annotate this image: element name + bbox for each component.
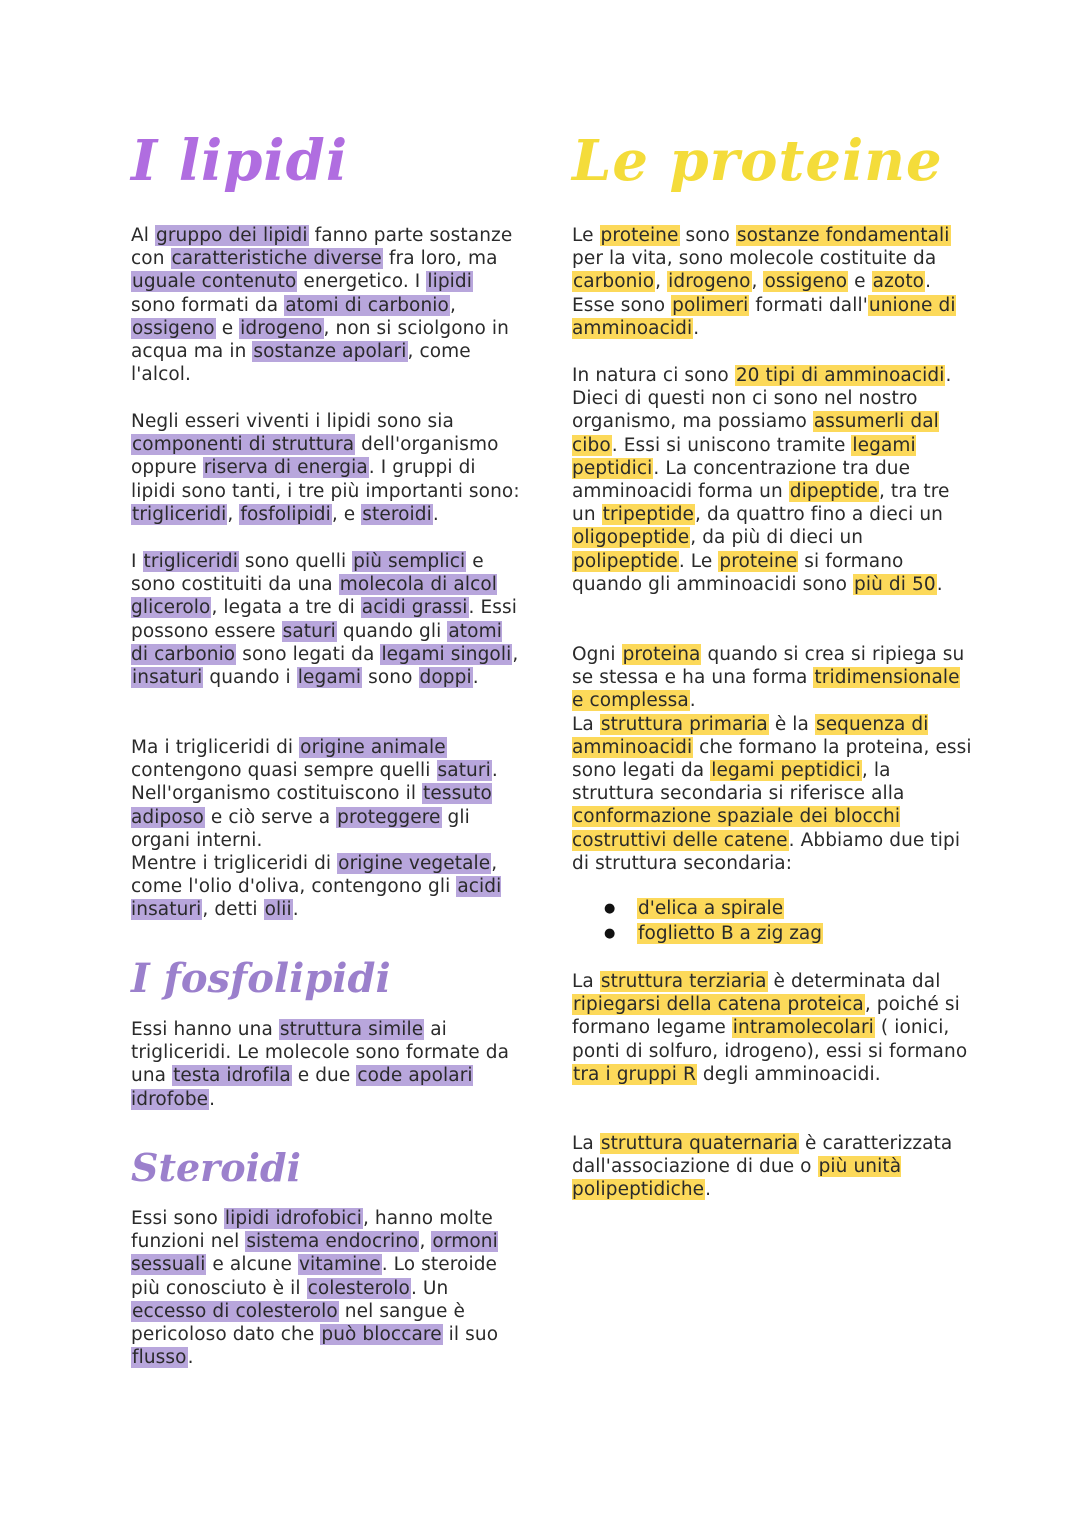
- highlighted-term: ormoni sessuali: [131, 1231, 498, 1276]
- struttura-terziaria-paragraph: [572, 970, 972, 1086]
- highlighted-term: origine animale: [300, 737, 446, 758]
- highlighted-term: gruppo dei lipidi: [155, 225, 308, 246]
- highlighted-term: vitamine: [298, 1254, 381, 1276]
- lipidi-title: I lipidi: [131, 128, 349, 194]
- highlighted-term: lipidi idrofobici: [224, 1208, 362, 1229]
- highlighted-term: più di 50: [854, 573, 936, 595]
- text-run: sono formati da: [131, 294, 285, 316]
- text-run: Mentre i trigliceridi di: [131, 853, 338, 875]
- highlighted-term: idrogeno: [668, 271, 751, 293]
- text-run: contengono quasi sempre quelli: [131, 760, 437, 782]
- highlighted-term: proteine: [719, 550, 798, 572]
- highlighted-term: molecola di alcol glicerolo: [131, 574, 498, 619]
- text-run: , non si sciolgono in acqua ma in: [131, 317, 509, 363]
- highlighted-term: legami peptidici: [711, 760, 861, 782]
- text-run: , la struttura secondaria si riferisce alla: [572, 760, 905, 805]
- text-run: nel sangue è pericoloso dato che: [131, 1300, 465, 1346]
- steroidi-paragraph: [131, 1207, 521, 1369]
- text-run: quando i: [203, 667, 297, 689]
- list-item: ● d'elica a spirale: [602, 897, 823, 922]
- highlighted-term: idrogeno: [240, 317, 323, 339]
- text-run: .: [209, 1088, 216, 1110]
- proteine-intro-paragraph: [572, 224, 972, 340]
- lipidi-functions-paragraph: [131, 410, 521, 526]
- highlighted-term: componenti di struttura: [132, 434, 355, 456]
- text-run: gli organi interni.: [131, 806, 470, 851]
- text-run: La: [572, 713, 600, 735]
- text-run: è determinata dal: [767, 971, 941, 992]
- origine-paragraph: [131, 736, 521, 922]
- text-run: quando si crea si ripiega su se stessa e ha una forma: [572, 644, 965, 689]
- text-run: I: [131, 551, 143, 572]
- text-run: .: [472, 667, 479, 689]
- text-run: Essi sono: [131, 1208, 224, 1229]
- text-run: sono legati da: [236, 643, 381, 665]
- struttura-secondaria-list: [602, 897, 823, 946]
- highlighted-term: steroidi: [362, 503, 432, 525]
- text-run: Essi hanno una: [131, 1019, 279, 1040]
- steroidi-heading: Steroidi: [131, 1145, 301, 1190]
- highlighted-term: trigliceridi: [143, 551, 238, 572]
- text-run: si formano quando gli amminoacidi sono: [572, 550, 904, 595]
- amminoacidi-paragraph: [572, 364, 972, 596]
- text-run: e: [848, 271, 872, 293]
- text-run: e: [215, 317, 240, 339]
- highlighted-term: tripeptide: [602, 504, 695, 526]
- text-run: . Esse sono: [572, 271, 932, 316]
- text-run: ,: [449, 294, 456, 316]
- text-run: quando gli: [336, 620, 448, 642]
- text-run: ,: [751, 271, 764, 293]
- highlighted-term: atomi di carbonio: [131, 620, 502, 665]
- highlighted-term: più semplici: [353, 551, 466, 572]
- highlighted-term: testa idrofila: [173, 1065, 291, 1087]
- struttura-paragraph: [572, 643, 972, 875]
- highlighted-term: tessuto adiposo: [131, 783, 492, 828]
- text-run: .: [187, 1347, 194, 1369]
- struttura-quaternaria-paragraph: [572, 1132, 972, 1202]
- text-run: formati dall': [749, 294, 868, 316]
- text-run: e due: [291, 1065, 357, 1087]
- highlighted-term: ossigeno: [132, 317, 215, 339]
- text-run: è la: [768, 713, 815, 735]
- highlighted-term: sostanze apolari: [253, 341, 407, 363]
- highlighted-term: flusso: [132, 1347, 187, 1369]
- highlighted-term: proteine: [600, 225, 679, 246]
- text-run: . La concentrazione tra due amminoacidi forma un: [572, 457, 911, 503]
- highlighted-term: struttura terziaria: [600, 971, 767, 992]
- text-run: , da quattro fino a dieci un: [695, 504, 943, 526]
- text-run: ,: [419, 1231, 432, 1253]
- text-run: fanno parte sostanze con: [131, 225, 513, 270]
- highlighted-term: sistema endocrino: [246, 1231, 419, 1253]
- highlighted-term: uguale contenuto: [132, 271, 297, 293]
- highlighted-term: carbonio: [573, 271, 655, 293]
- text-run: degli amminoacidi.: [696, 1063, 881, 1085]
- highlighted-term: assumerli dal cibo: [572, 411, 939, 456]
- highlighted-term: polimeri: [672, 294, 749, 316]
- text-run: ,: [227, 503, 240, 525]
- highlighted-term: dipeptide: [789, 481, 878, 503]
- highlighted-term: 20 tipi di amminoacidi: [735, 365, 945, 386]
- text-run: , poiché si formano legame: [572, 994, 960, 1039]
- highlighted-term: legami peptidici: [572, 434, 916, 479]
- highlighted-term: origine vegetale: [338, 853, 491, 875]
- text-run: e ciò serve a: [204, 806, 337, 828]
- highlighted-term: fosfolipidi: [240, 503, 331, 525]
- highlighted-term: colesterolo: [307, 1277, 410, 1299]
- text-run: , da più di dieci un: [690, 527, 864, 549]
- text-run: il suo: [442, 1324, 499, 1346]
- highlighted-term: acidi grassi: [361, 597, 468, 619]
- highlighted-term: caratteristiche diverse: [171, 248, 382, 270]
- text-run: , legata a tre di: [211, 597, 361, 619]
- highlighted-term: struttura simile: [279, 1019, 424, 1040]
- text-run: ai trigliceridi. Le molecole sono formate da una: [131, 1019, 510, 1087]
- text-run: Al: [131, 225, 155, 246]
- text-run: In natura ci sono: [572, 365, 735, 386]
- text-run: .: [432, 503, 439, 525]
- highlighted-term: sostanze fondamentali: [736, 225, 950, 246]
- highlighted-term: struttura quaternaria: [600, 1133, 799, 1154]
- text-run: .: [705, 1179, 712, 1201]
- text-run: .: [292, 899, 299, 921]
- text-run: . Dieci di questi non ci sono nel nostro organismo, ma possiamo: [572, 365, 952, 433]
- text-run: fra loro, ma: [382, 248, 498, 270]
- highlighted-term: sequenza di amminoacidi: [572, 713, 929, 758]
- text-run: . I gruppi di lipidi sono tanti, i tre più importanti sono:: [131, 457, 520, 502]
- highlighted-term: polipeptide: [573, 550, 678, 572]
- text-run: , come l'alcol.: [131, 341, 471, 386]
- text-run: ,: [655, 271, 668, 293]
- highlighted-term: insaturi: [132, 667, 203, 689]
- text-run: ( ionici, ponti di solfuro, idrogeno), essi si formano: [572, 1017, 968, 1062]
- highlighted-term: struttura primaria: [600, 713, 768, 735]
- text-run: ,: [512, 643, 519, 665]
- highlighted-term: riserva di energia: [203, 457, 368, 479]
- highlighted-term: atomi di carbonio: [285, 294, 449, 316]
- highlighted-term: tra i gruppi R: [573, 1063, 696, 1085]
- text-run: dell'organismo oppure: [131, 434, 499, 479]
- highlighted-term: lipidi: [427, 271, 472, 293]
- text-run: , come l'olio d'oliva, contengono gli: [131, 853, 498, 898]
- text-run: La: [572, 1133, 600, 1154]
- highlighted-term: azoto: [872, 271, 925, 293]
- text-run: , tra tre un: [572, 481, 950, 526]
- fosfolipidi-paragraph: [131, 1018, 521, 1111]
- text-run: sono: [362, 667, 419, 689]
- highlighted-term: tridimensionale e complessa: [572, 667, 960, 712]
- text-run: . Lo steroide più conosciuto è il: [131, 1254, 498, 1299]
- highlighted-term: saturi: [437, 760, 491, 782]
- text-run: .: [689, 690, 696, 712]
- text-run: , hanno molte funzioni nel: [131, 1208, 493, 1253]
- highlighted-term: trigliceridi: [132, 503, 227, 525]
- text-run: e alcune: [206, 1254, 298, 1276]
- lipidi-intro-paragraph: [131, 224, 521, 386]
- highlighted-term: acidi insaturi: [131, 876, 502, 921]
- text-run: per la vita, sono molecole costituite da: [572, 248, 937, 270]
- text-run: .: [693, 317, 700, 339]
- list-item: ● foglietto B a zig zag: [602, 922, 823, 947]
- text-run: energetico. I: [297, 271, 427, 293]
- text-run: sono quelli: [238, 551, 353, 572]
- text-run: , e: [331, 503, 362, 525]
- text-run: Negli esseri viventi i lipidi sono sia: [131, 411, 454, 432]
- highlighted-term: può bloccare: [321, 1324, 442, 1346]
- highlighted-term: olii: [264, 899, 292, 921]
- highlighted-term: unione di amminoacidi: [572, 294, 956, 339]
- highlighted-term: più unità polipeptidiche: [572, 1156, 902, 1201]
- highlighted-term: legami singoli: [381, 643, 512, 665]
- text-run: .: [936, 573, 943, 595]
- trigliceridi-paragraph: [131, 550, 521, 689]
- highlighted-term: code apolari idrofobe: [131, 1065, 473, 1110]
- text-run: . Nell'organismo costituiscono il: [131, 760, 498, 805]
- highlighted-term: intramolecolari: [732, 1017, 874, 1039]
- text-run: . Essi possono essere: [131, 597, 517, 642]
- highlighted-term: conformazione spaziale dei blocchi costruttivi delle catene: [572, 806, 901, 851]
- fosfolipidi-heading: I fosfolipidi: [131, 955, 391, 1002]
- highlighted-term: doppi: [419, 667, 472, 689]
- text-run: . Abbiamo due tipi di struttura secondaria:: [572, 829, 961, 874]
- text-run: Ma i trigliceridi di: [131, 737, 300, 758]
- text-run: . Essi si uniscono tramite: [611, 434, 852, 456]
- text-run: Ogni: [572, 644, 622, 665]
- highlighted-term: legami: [297, 667, 362, 689]
- highlighted-term: oligopeptide: [573, 527, 690, 549]
- text-run: sono: [679, 225, 736, 246]
- proteine-title: Le proteine: [572, 128, 943, 194]
- highlighted-term: proteina: [622, 644, 701, 665]
- text-run: . Un: [410, 1277, 449, 1299]
- text-run: è caratterizzata dall'associazione di due o: [572, 1133, 953, 1178]
- text-run: Le: [572, 225, 600, 246]
- text-run: e sono costituiti da una: [131, 551, 484, 596]
- highlighted-term: saturi: [282, 620, 336, 642]
- highlighted-term: proteggere: [337, 806, 441, 828]
- highlighted-term: ossigeno: [764, 271, 848, 293]
- text-run: La: [572, 971, 600, 992]
- text-run: , detti: [202, 899, 264, 921]
- highlighted-term: eccesso di colesterolo: [132, 1300, 338, 1322]
- text-run: che formano la proteina, essi sono legati da: [572, 736, 972, 782]
- text-run: . Le: [678, 550, 719, 572]
- highlighted-term: ripiegarsi della catena proteica: [573, 994, 864, 1016]
